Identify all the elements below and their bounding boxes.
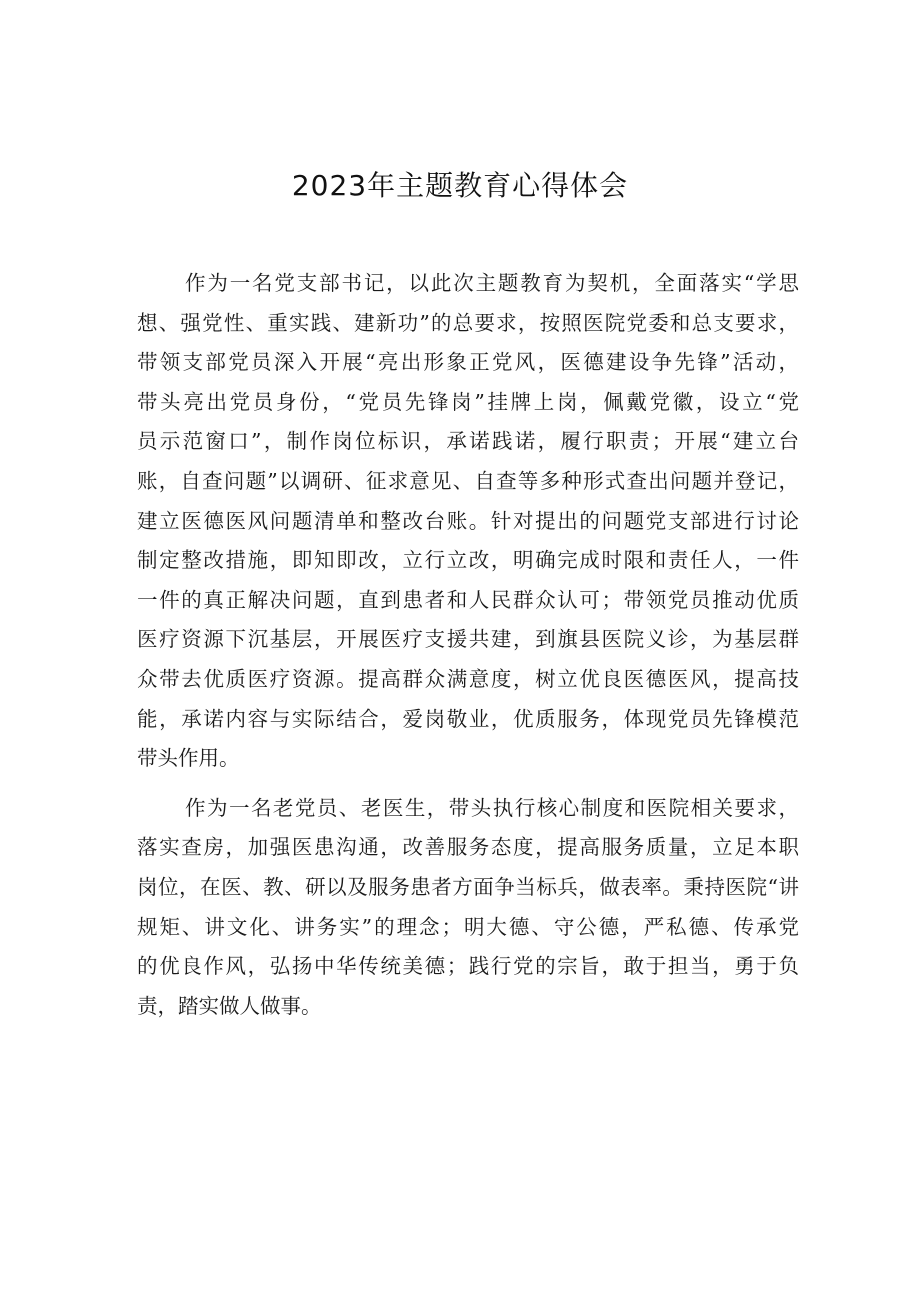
- paragraph-line: 制定整改措施，即知即改，立行立改，明确完成时限和责任人，一件: [137, 548, 799, 573]
- paragraph-line: 一件的真正解决问题，直到患者和人民群众认可；带领党员推动优质: [137, 587, 799, 612]
- paragraph-line: 带头作用。: [137, 746, 240, 771]
- paragraph-line: 医疗资源下沉基层，开展医疗支援共建，到旗县医院义诊，为基层群: [137, 627, 799, 652]
- paragraph-2: [137, 789, 799, 1027]
- paragraph-line: 责，踏实做人做事。: [137, 993, 322, 1018]
- paragraph-line: 岗位，在医、教、研以及服务患者方面争当标兵，做表率。秉持医院“讲: [137, 874, 799, 899]
- paragraph-line: 账，自查问题”以调研、征求意见、自查等多种形式查出问题并登记，: [137, 468, 799, 493]
- paragraph-line: 想、强党性、重实践、建新功”的总要求，按照医院党委和总支要求，: [137, 310, 799, 335]
- paragraph-1: [137, 264, 799, 779]
- paragraph-line: 规矩、讲文化、讲务实”的理念；明大德、守公德，严私德、传承党: [137, 914, 799, 939]
- paragraph-line: 建立医德医风问题清单和整改台账。针对提出的问题党支部进行讨论: [137, 508, 799, 533]
- paragraph-gap: [137, 779, 799, 789]
- paragraph-line: 的优良作风，弘扬中华传统美德；践行党的宗旨，敢于担当，勇于负: [137, 954, 799, 979]
- paragraph-line: 作为一名老党员、老医生，带头执行核心制度和医院相关要求，: [185, 795, 799, 820]
- document-title: 2023年主题教育心得体会: [291, 169, 629, 202]
- paragraph-line: 员示范窗口”，制作岗位标识，承诺践诺，履行职责；开展“建立台: [137, 429, 799, 454]
- document-body: [137, 264, 799, 1026]
- paragraph-line: 作为一名党支部书记，以此次主题教育为契机，全面落实“学思: [185, 271, 799, 295]
- paragraph-line: 能，承诺内容与实际结合，爱岗敬业，优质服务，体现党员先锋模范: [137, 706, 799, 731]
- paragraph-line: 众带去优质医疗资源。提高群众满意度，树立优良医德医风，提高技: [137, 666, 799, 691]
- paragraph-line: 落实查房，加强医患沟通，改善服务态度，提高服务质量，立足本职: [137, 835, 799, 860]
- paragraph-line: 带领支部党员深入开展“亮出形象正党风，医德建设争先锋”活动，: [137, 350, 799, 375]
- paragraph-line: 带头亮出党员身份，“党员先锋岗”挂牌上岗，佩戴党徽，设立“党: [137, 389, 799, 414]
